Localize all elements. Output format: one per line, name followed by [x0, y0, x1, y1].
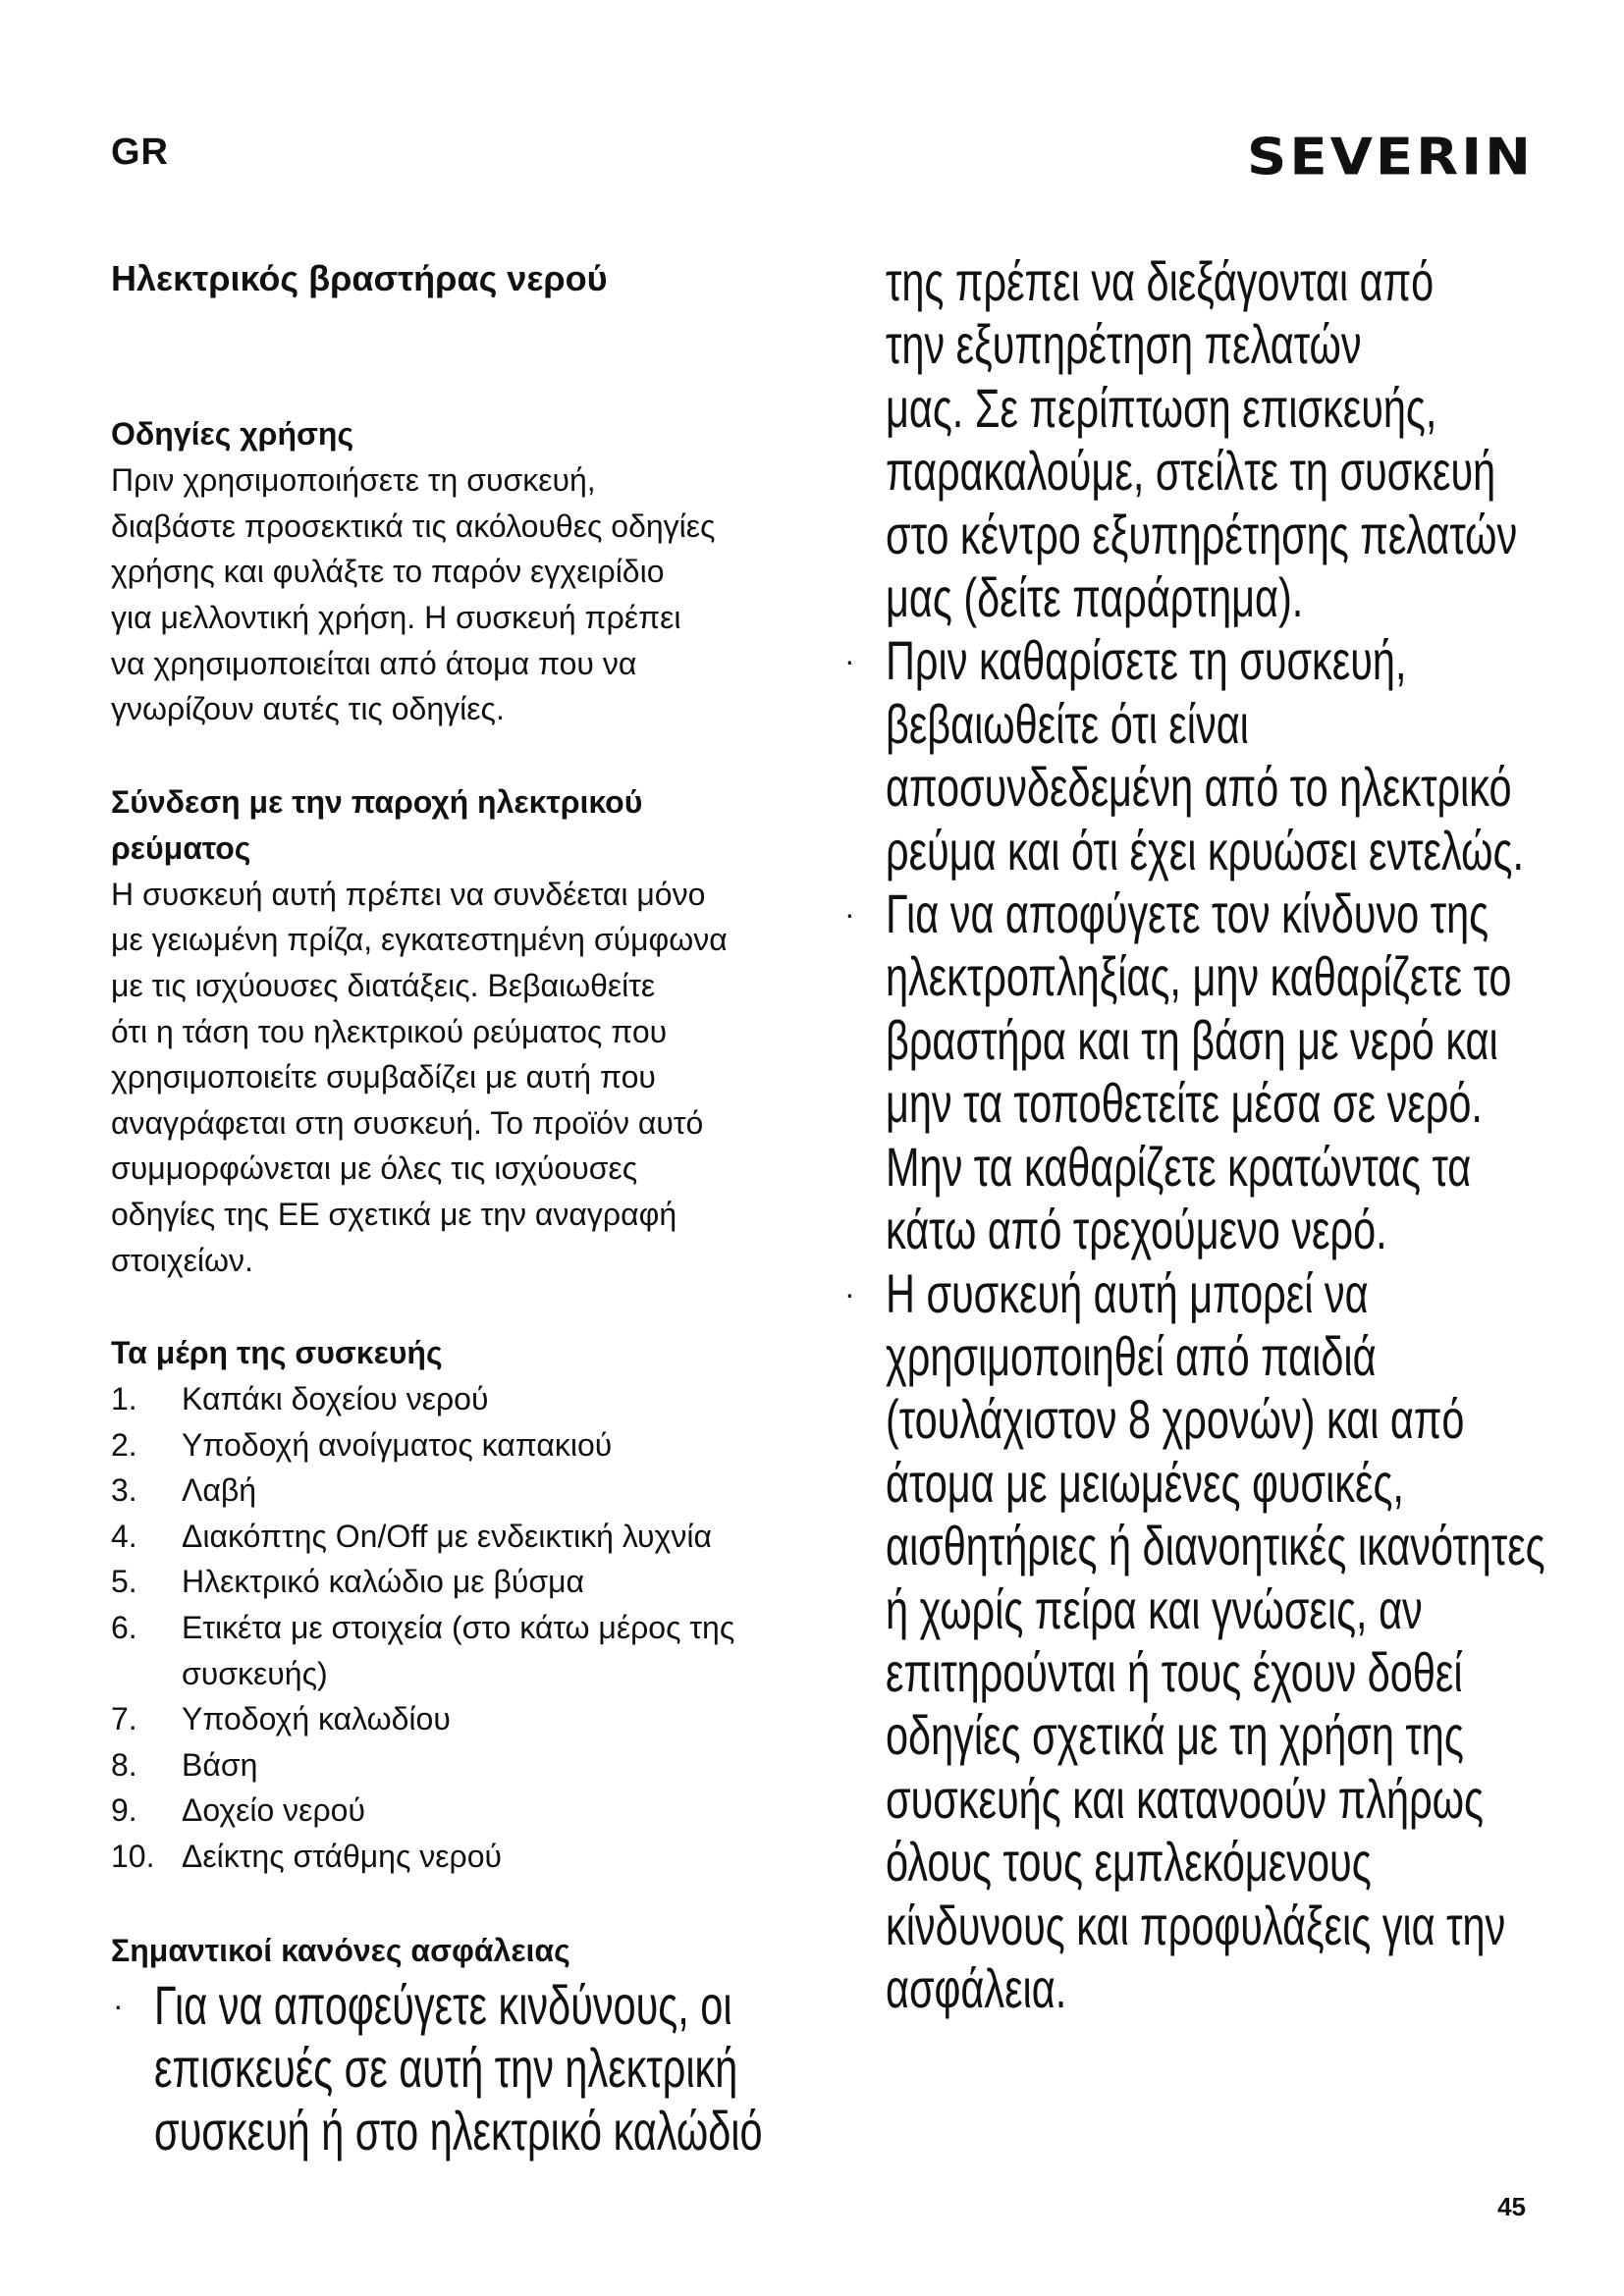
parts-list-item [111, 1468, 798, 1514]
item-number: 9. [111, 1792, 137, 1829]
safety-bullet [842, 629, 1549, 882]
safety-line: ή χωρίς πείρα και γνώσεις, αν [886, 1577, 1423, 1640]
document-title: Ηλεκτρικός βραστήρας νερού [111, 258, 608, 298]
safety-line: κάτω από τρεχούμενο νερό. [886, 1199, 1387, 1261]
parts-list-item [111, 1788, 798, 1834]
item-number: 4. [111, 1518, 137, 1554]
instructions-line: να χρησιμοποιείται από άτομα που να [111, 645, 637, 681]
safety-line: Για να αποφύγετε τον κίνδυνο της [886, 882, 1489, 945]
safety-line: μας. Σε περίπτωση επισκευής, [886, 376, 1437, 439]
connection-line: με γειωμένη πρίζα, εγκατεστημένη σύμφωνα [111, 922, 728, 958]
connection-heading-line: ρεύματος [111, 829, 251, 866]
item-text: συσκευής) [182, 1655, 328, 1691]
safety-line: μην τα τοποθετείτε μέσα σε νερό. [886, 1072, 1483, 1135]
item-number: 7. [111, 1701, 137, 1737]
safety-line: παρακαλούμε, στείλτε τη συσκευή [886, 440, 1496, 503]
parts-list-item [111, 1559, 798, 1605]
instructions-line: γνωρίζουν αυτές τις οδηγίες. [111, 691, 505, 727]
safety-line: χρησιμοποιηθεί από παιδιά [886, 1324, 1377, 1387]
item-text: Ετικέτα με στοιχεία (στο κάτω μέρος της [182, 1610, 735, 1646]
safety-line: συσκευής και κατανοούν πλήρως [886, 1767, 1484, 1830]
safety-line: της πρέπει να διεξάγονται από [886, 250, 1435, 312]
parts-list-item [111, 1605, 798, 1696]
safety-line: βεβαιωθείτε ότι είναι [886, 692, 1249, 755]
safety-line: συσκευή ή στο ηλεκτρικό καλώδιό [154, 2100, 763, 2163]
item-text: Δοχείο νερού [182, 1792, 365, 1829]
instructions-line: χρήσης και φυλάξτε το παρόν εγχειρίδιο [111, 554, 665, 590]
item-number: 1. [111, 1381, 137, 1417]
item-text: Λαβή [182, 1472, 257, 1509]
item-text: Δείκτης στάθμης νερού [182, 1839, 503, 1875]
connection-line: στοιχείων. [111, 1242, 253, 1278]
safety-line: αισθητήριες ή διανοητικές ικανότητες [886, 1515, 1545, 1577]
safety-line: Μην τα καθαρίζετε κρατώντας τα [886, 1135, 1472, 1198]
parts-list-item [111, 1514, 798, 1560]
parts-list [111, 1376, 798, 1880]
safety-line: Πριν καθαρίσετε τη συσκευή, [886, 629, 1407, 692]
connection-line: συμμορφώνεται με όλες τις ισχύουσες [111, 1150, 638, 1187]
item-text: Διακόπτης On/Off με ενδεικτική λυχνία [182, 1518, 712, 1554]
safety-line: (τουλάχιστον 8 χρονών) και από [886, 1388, 1465, 1451]
safety-line: επιτηρούνται ή τους έχουν δοθεί [886, 1640, 1463, 1703]
connection-section [111, 779, 798, 1283]
safety-line: άτομα με μειωμένες φυσικές, [886, 1451, 1404, 1514]
item-text: Καπάκι δοχείου νερού [182, 1381, 489, 1417]
connection-line: οδηγίες της ΕΕ σχετικά με την αναγραφή [111, 1196, 677, 1232]
item-text: Βάση [182, 1746, 258, 1783]
safety-line: οδηγίες σχετικά με τη χρήση της [886, 1704, 1464, 1767]
parts-heading: Τα μέρη της συσκευής [111, 1335, 443, 1371]
item-number: 6. [111, 1610, 137, 1646]
parts-list-item [111, 1834, 798, 1880]
item-number: 8. [111, 1746, 137, 1783]
safety-heading: Σημαντικοί κανόνες ασφάλειας [111, 1932, 570, 1968]
connection-line: αναγράφεται στη συσκευή. Το προϊόν αυτό [111, 1104, 704, 1141]
safety-bullet [111, 1974, 798, 2163]
safety-section [111, 1928, 798, 2163]
item-text: Υποδοχή ανοίγματος καπακιού [182, 1426, 613, 1463]
safety-line: κίνδυνους και προφυλάξεις για την [886, 1894, 1506, 1956]
instructions-line: Πριν χρησιμοποιήσετε τη συσκευή, [111, 462, 596, 499]
connection-line: Η συσκευή αυτή πρέπει να συνδέεται μόνο [111, 876, 706, 912]
instructions-line: για μελλοντική χρήση. Η συσκευή πρέπει [111, 599, 681, 635]
item-number: 10. [111, 1839, 155, 1875]
connection-line: ότι η τάση του ηλεκτρικού ρεύματος που [111, 1013, 668, 1049]
bullet-icon: · [844, 643, 855, 679]
safety-line: Για να αποφεύγετε κινδύνους, οι [154, 1973, 732, 2036]
instructions-line: διαβάστε προσεκτικά τις ακόλουθες οδηγίες [111, 507, 716, 544]
item-number: 5. [111, 1564, 137, 1600]
connection-line: χρησιμοποιείτε συμβαδίζει με αυτή που [111, 1059, 656, 1095]
instructions-section [111, 411, 798, 732]
item-number: 3. [111, 1472, 137, 1509]
safety-bullet [842, 1262, 1549, 2021]
safety-line: βραστήρα και τη βάση με νερό και [886, 1008, 1498, 1071]
bullet-icon: · [844, 1275, 855, 1311]
item-text: Ηλεκτρικό καλώδιο με βύσμα [182, 1564, 585, 1600]
safety-line: όλους τους εμπλεκόμενους [886, 1831, 1372, 1894]
safety-line: Η συσκευή αυτή μπορεί να [886, 1261, 1369, 1324]
connection-heading [111, 779, 798, 872]
safety-line: ηλεκτροπληξίας, μην καθαρίζετε το [886, 945, 1512, 1008]
left-column [111, 257, 798, 2163]
language-code: GR [111, 132, 169, 173]
parts-list-item [111, 1742, 798, 1789]
bullet-icon: · [844, 896, 855, 933]
parts-list-item [111, 1696, 798, 1742]
parts-section [111, 1330, 798, 1880]
safety-bullet [842, 882, 1549, 1261]
connection-heading-line: Σύνδεση με την παροχή ηλεκτρικού [111, 783, 643, 820]
bullet-icon: · [113, 1987, 124, 2023]
safety-line: την εξυπηρέτηση πελατών [886, 313, 1362, 376]
safety-line: ασφάλεια. [886, 1956, 1067, 2019]
safety-continuation [842, 250, 1549, 629]
item-number: 2. [111, 1426, 137, 1463]
safety-line: στο κέντρο εξυπηρέτησης πελατών [886, 503, 1518, 565]
safety-line: μας (δείτε παράρτημα). [886, 566, 1304, 629]
parts-list-item [111, 1422, 798, 1468]
safety-line: επισκευές σε αυτή την ηλεκτρική [154, 2037, 738, 2100]
instructions-heading: Οδηγίες χρήσης [111, 416, 354, 453]
connection-line: με τις ισχύουσες διατάξεις. Βεβαιωθείτε [111, 967, 656, 1003]
right-column [842, 250, 1549, 2020]
safety-line: ρεύμα και ότι έχει κρυώσει εντελώς. [886, 819, 1524, 881]
brand-logo: SEVERIN [1246, 128, 1534, 187]
page-number: 45 [1497, 2192, 1526, 2221]
safety-line: αποσυνδεδεμένη από το ηλεκτρικό [886, 756, 1512, 819]
parts-list-item [111, 1376, 798, 1422]
item-text: Υποδοχή καλωδίου [182, 1701, 451, 1737]
